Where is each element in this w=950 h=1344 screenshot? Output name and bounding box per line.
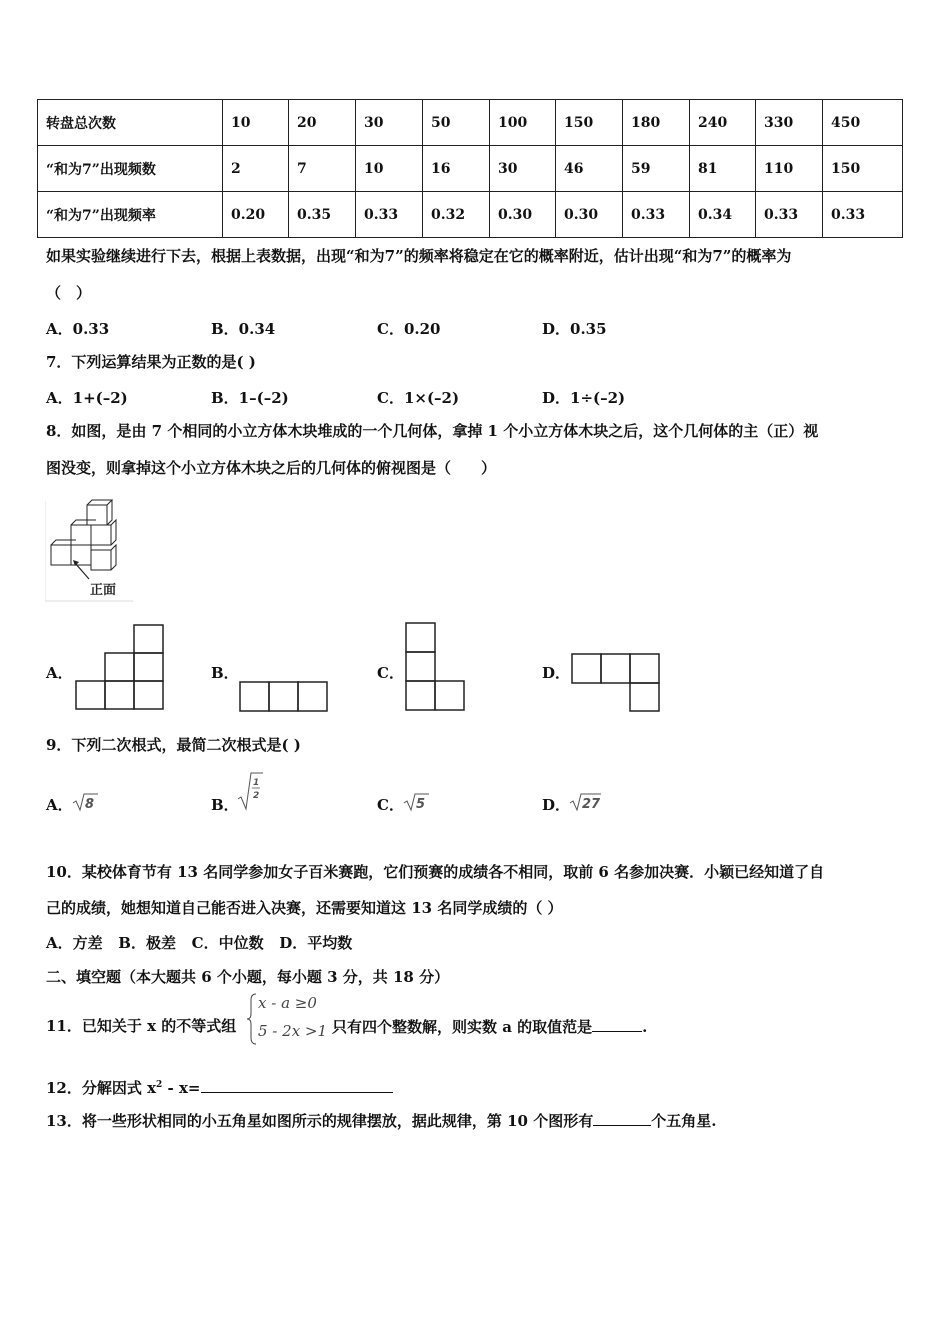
q9-option-b-radical (237, 771, 265, 813)
table-cell: 59 (623, 146, 690, 192)
q6-stem-line1: 如果实验继续进行下去，根据上表数据，出现“和为7”的频率将稳定在它的概率附近，估计出现“和为7”的概率为 (46, 247, 792, 265)
svg-text:27: 27 (582, 797, 601, 812)
q12-text (46, 1076, 393, 1097)
q9-option-b-letter: B． (211, 796, 239, 814)
q13-text-before: 13．将一些形状相同的小五角星如图所示的规律摆放，据此规律，第 10 个图形有 (46, 1112, 594, 1130)
table-cell: 0.33 (356, 192, 423, 238)
table-cell: 150 (823, 146, 903, 192)
table-cell: 81 (690, 146, 756, 192)
q7-option-a: A．1+(–2) (46, 389, 128, 407)
table-cell: “和为7”出现频率 (38, 192, 223, 238)
q9-option-a-radical (72, 790, 100, 814)
q6-option-b: B．0.34 (211, 320, 276, 338)
q6-option-d: D．0.35 (542, 320, 607, 338)
q7-option-b: B．1–(–2) (211, 389, 289, 407)
table-cell: 0.33 (623, 192, 690, 238)
q9-option-d-letter: D． (542, 796, 571, 814)
q12-exponent: 2 (156, 1080, 163, 1090)
table-cell: 0.20 (223, 192, 289, 238)
table-cell: 7 (289, 146, 356, 192)
q8-stem-line1: 8．如图，是由 7 个相同的小立方体木块堆成的一个几何体，拿掉 1 个小立方体木块之后，这个几何体的主（正）视 (46, 422, 819, 440)
q6-stem-line2: （ ） (46, 284, 92, 302)
table-cell: 10 (223, 100, 289, 146)
table-row (38, 192, 903, 238)
svg-text:5: 5 (416, 797, 426, 812)
table-row (38, 146, 903, 192)
q11-answer-blank[interactable] (592, 1017, 642, 1032)
table-cell: 0.30 (490, 192, 556, 238)
q11-inequality-2: 5 - 2x >1 (258, 1022, 328, 1040)
q8-option-d-letter: D． (542, 664, 571, 682)
q11-suffix: 只有四个整数解，则实数 a 的取值范是 (332, 1018, 593, 1036)
table-cell: 20 (289, 100, 356, 146)
table-cell: 2 (223, 146, 289, 192)
q13-text (46, 1111, 716, 1130)
table-cell: 0.34 (690, 192, 756, 238)
q9-option-c-radical (403, 790, 431, 814)
q12-rest: - x= (162, 1079, 201, 1097)
q9-stem: 9．下列二次根式，最简二次根式是( ) (46, 736, 301, 754)
q7-stem: 7．下列运算结果为正数的是( ) (46, 353, 256, 371)
q11-brace (246, 992, 258, 1046)
section-title: 二、填空题（本大题共 6 个小题，每小题 3 分，共 18 分） (46, 968, 450, 986)
table-cell: 46 (556, 146, 623, 192)
front-label: 正面 (90, 583, 117, 598)
q8-option-a-figure (74, 624, 166, 712)
q6-option-c: C．0.20 (377, 320, 441, 338)
table-cell: 0.32 (423, 192, 490, 238)
q7-option-d: D．1÷(–2) (542, 389, 626, 407)
q9-option-c-letter: C． (377, 796, 404, 814)
q9-option-d-radical (569, 790, 603, 814)
table-cell: 240 (690, 100, 756, 146)
q13-answer-blank[interactable] (593, 1111, 651, 1126)
q8-option-a-letter: A． (46, 664, 73, 682)
table-cell: 16 (423, 146, 490, 192)
table-cell: 450 (823, 100, 903, 146)
q10-options: A．方差 B．极差 C．中位数 D．平均数 (46, 934, 353, 952)
q10-stem-line2: 己的成绩，她想知道自己能否进入决赛，还需要知道这 13 名同学成绩的（ ） (46, 899, 563, 917)
svg-text:1: 1 (253, 778, 260, 788)
table-cell: 110 (756, 146, 823, 192)
table-cell: 30 (490, 146, 556, 192)
q8-option-b-figure (238, 680, 330, 714)
q8-option-d-figure (570, 652, 664, 714)
q7-option-c: C．1×(–2) (377, 389, 460, 407)
table-cell: 转盘总次数 (38, 100, 223, 146)
table-row (38, 100, 903, 146)
svg-text:8: 8 (85, 797, 95, 812)
q9-option-a-letter: A． (46, 796, 73, 814)
q13-text-after: 个五角星. (651, 1112, 717, 1130)
table-cell: 180 (623, 100, 690, 146)
q12-answer-blank[interactable] (201, 1078, 393, 1093)
table-cell: 50 (423, 100, 490, 146)
table-cell: 30 (356, 100, 423, 146)
table-cell: 330 (756, 100, 823, 146)
q10-stem-line1: 10．某校体育节有 13 名同学参加女子百米赛跑，它们预赛的成绩各不相同，取前 6 名参加决赛．小颖已经知道了自 (46, 863, 825, 881)
q8-option-c-figure (404, 622, 468, 712)
table-cell: 0.33 (756, 192, 823, 238)
cube-stack-figure (45, 497, 135, 603)
q11-end: . (642, 1018, 648, 1036)
table-cell: 150 (556, 100, 623, 146)
table-cell: 0.35 (289, 192, 356, 238)
q11-prefix: 11．已知关于 x 的不等式组 (46, 1017, 237, 1035)
frequency-table (37, 99, 903, 238)
q8-stem-line2: 图没变，则拿掉这个小立方体木块之后的几何体的俯视图是（ ） (46, 459, 497, 477)
svg-text:2: 2 (253, 791, 260, 801)
q12-prefix: 12．分解因式 x (46, 1079, 157, 1097)
q8-option-b-letter: B． (211, 664, 239, 682)
q11-text (332, 1017, 647, 1036)
q6-option-a: A．0.33 (46, 320, 110, 338)
table-cell: 10 (356, 146, 423, 192)
table-cell: 0.33 (823, 192, 903, 238)
q11-inequality-1: x - a ≥0 (258, 994, 317, 1012)
table-cell: 0.30 (556, 192, 623, 238)
table-cell: 100 (490, 100, 556, 146)
q8-option-c-letter: C． (377, 664, 404, 682)
table-cell: “和为7”出现频数 (38, 146, 223, 192)
